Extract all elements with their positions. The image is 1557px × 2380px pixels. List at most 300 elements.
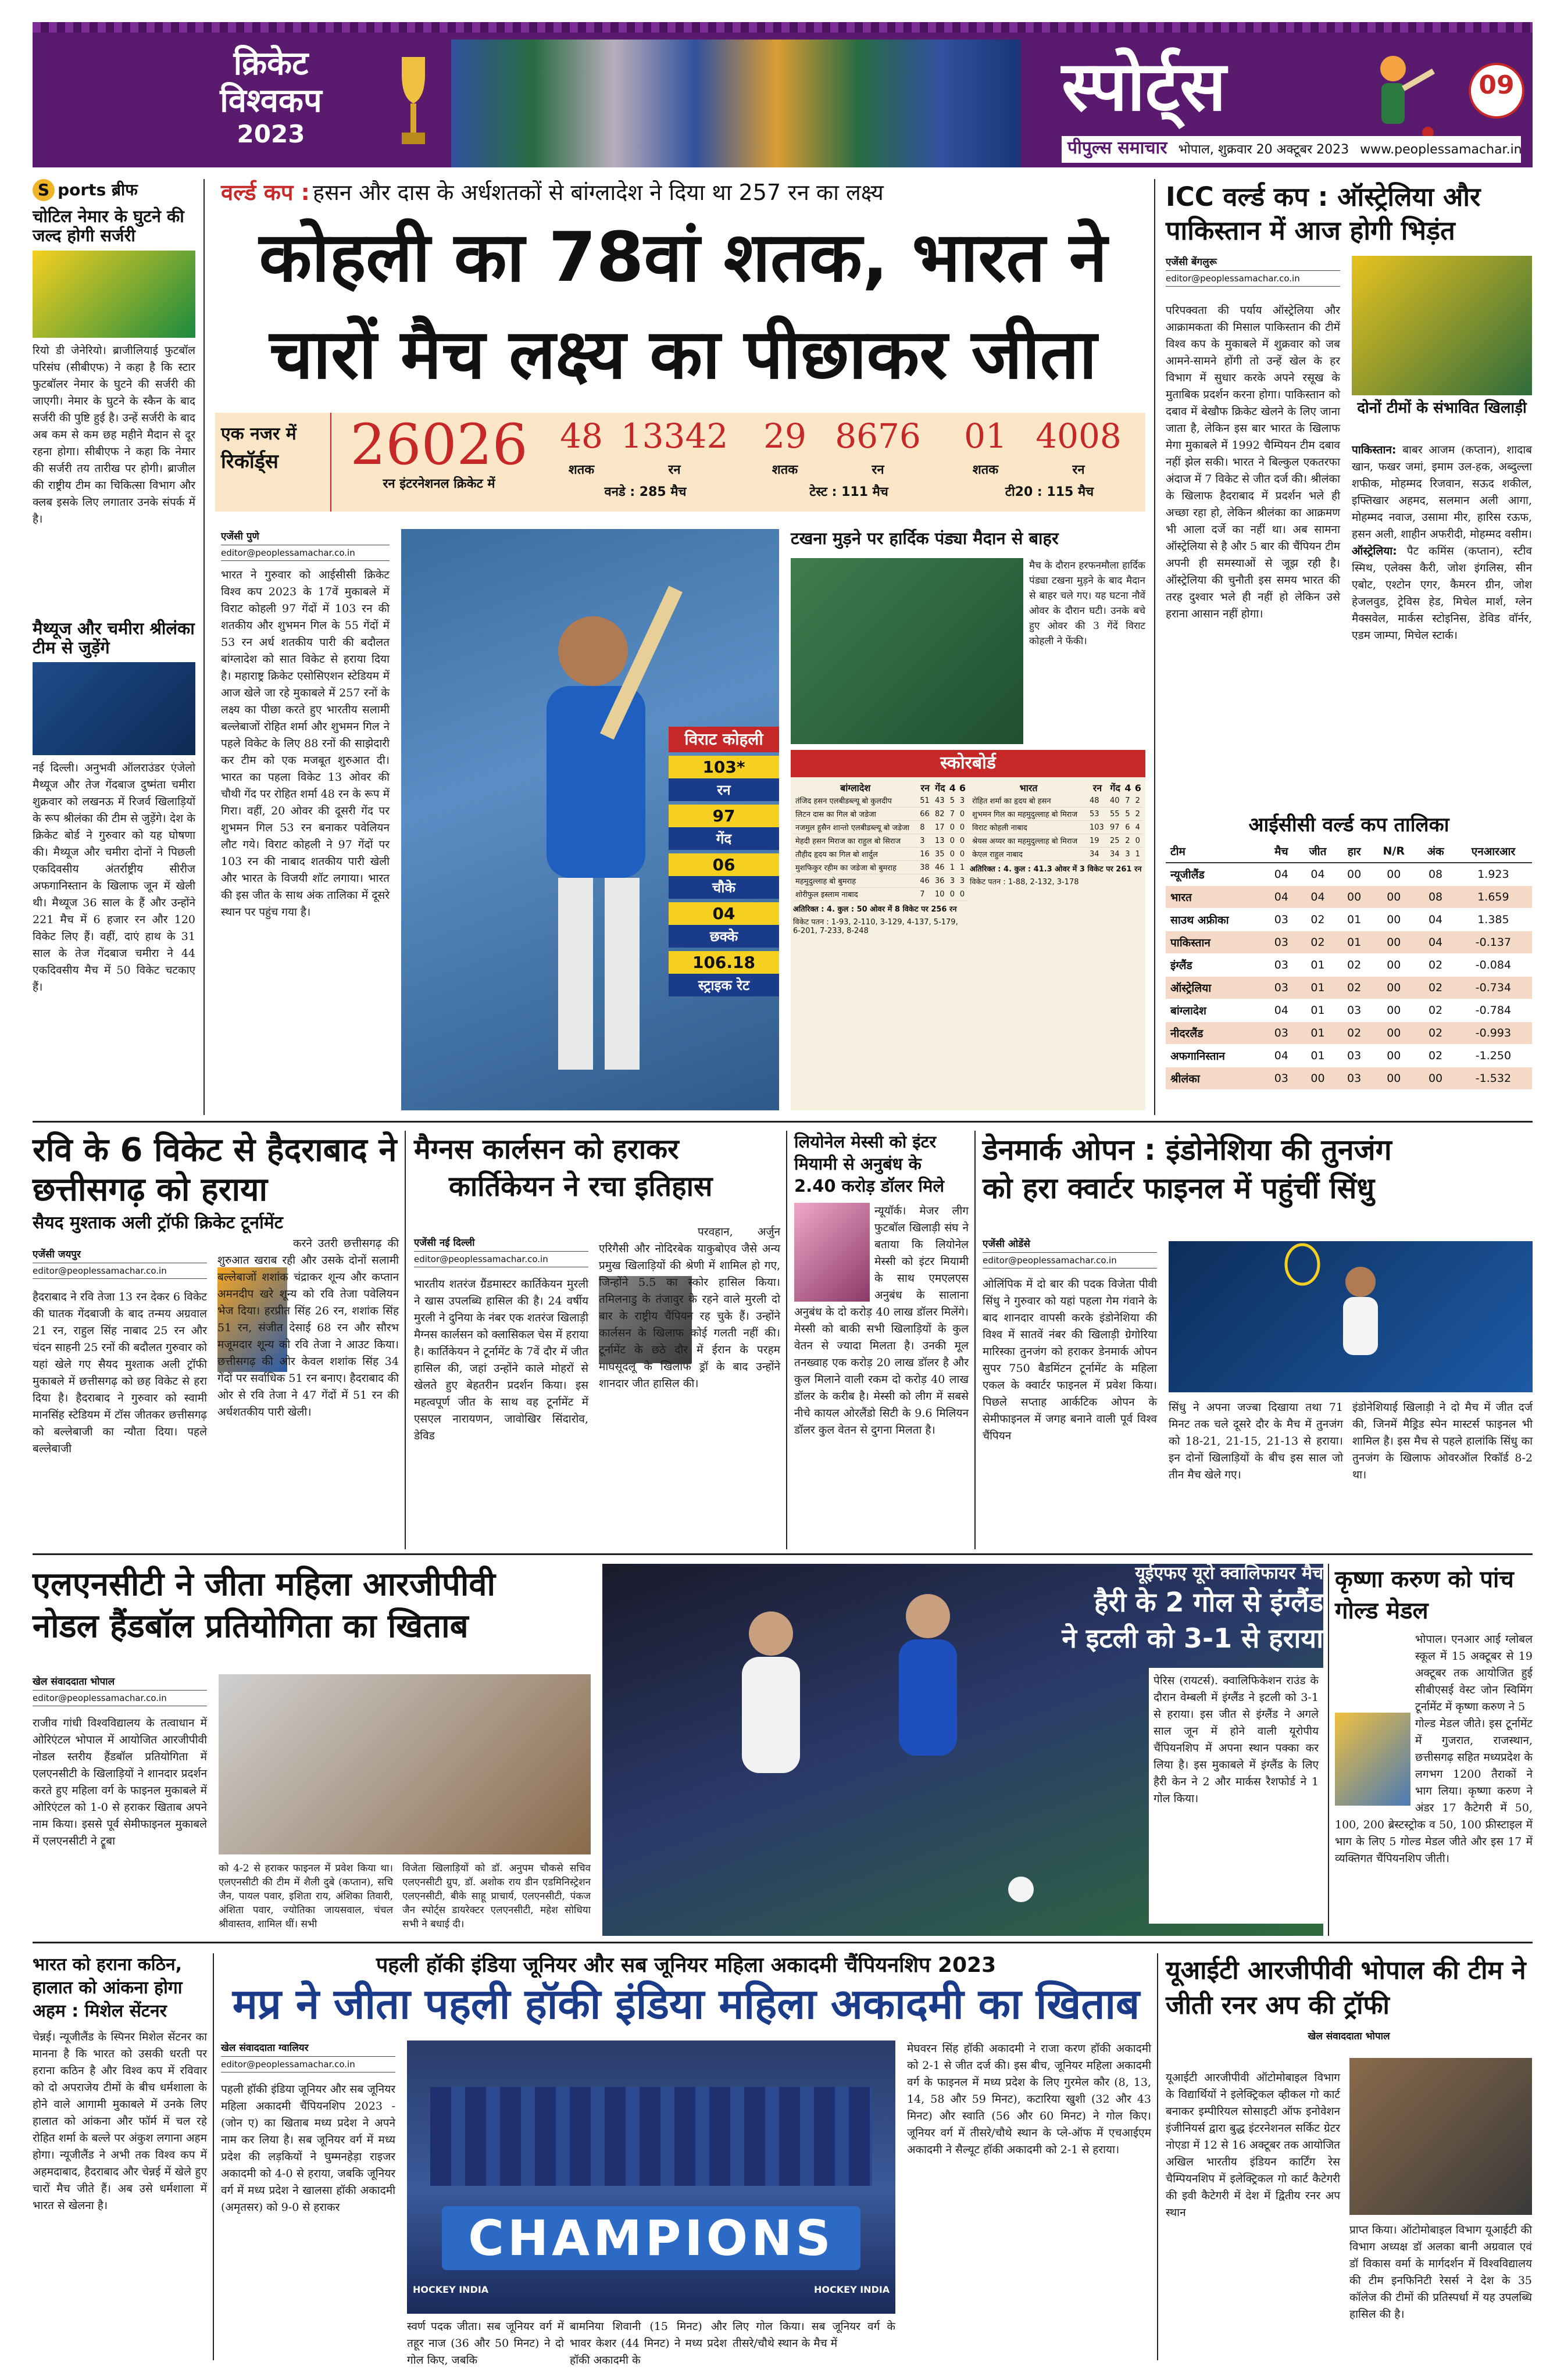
badge-line1: क्रिकेट	[233, 45, 309, 83]
table-cell: 04	[1265, 886, 1298, 909]
column-header: एनआरआर	[1455, 840, 1532, 863]
hockey-body3-tail: लिए गोल किया। सब जूनियर वर्ग के तीसरे/चौथे स्थान के मैच में	[733, 2320, 895, 2350]
row-divider	[33, 1942, 1533, 1943]
kohli-stat	[669, 902, 779, 948]
bangladesh-total: अतिरिक्त : 4. कुल : 50 ओवर में 8 विकेट पर 256 रन	[793, 905, 957, 914]
table-cell: 3	[958, 874, 967, 888]
table-cell: 46	[917, 874, 933, 888]
brief-item1-body: रियो डी जेनेरियो। ब्राजीलियाई फुटबॉल परिसंघ (सीबीएफ) ने कहा है कि स्टार फुटबॉलर नेमार के घुटने की सर्जरी की जाएगी। नेमार के घुटने के स्कैन के बाद सर्जरी की पुष्टि हुई है। उन्हें सर्जरी के बाद अब कम से कम छह महीने मैदान से दूर रहना होगा। सीबीएफ ने कहा कि नेमार की सर्जरी तय तारीख पर होगी। ब्राजील की राष्ट्रीय टीम का चिकित्सा विभाग और क्लब इसके लिए लगातार उनके संपर्क में है।	[33, 344, 195, 526]
records-label-line2: रिकॉर्ड्स	[221, 449, 278, 473]
table-cell: 04	[1416, 909, 1455, 931]
table-cell: 0	[948, 848, 958, 861]
website: www.peoplessamachar.in	[1360, 142, 1522, 157]
table-cell: 34	[1087, 848, 1108, 861]
table-cell: 04	[1298, 863, 1337, 886]
india-total: अतिरिक्त : 4. कुल : 41.3 ओवर में 3 विकेट पर 261 रन	[970, 865, 1142, 874]
points-table-row	[1166, 999, 1532, 1022]
table-cell: 43	[933, 794, 948, 807]
hockey-story	[221, 1953, 1151, 2367]
table-cell: -0.137	[1455, 931, 1532, 954]
table-cell: 01	[1298, 977, 1337, 999]
india-fow: विकेट पतन : 1-88, 2-132, 3-178	[970, 878, 1079, 887]
table-cell: 40	[1108, 794, 1123, 807]
table-cell: 00	[1371, 886, 1416, 909]
table-cell: नजमुल हुसैन शान्तो एलबीडब्ल्यू बो जडेजा	[793, 821, 917, 834]
table-cell: -0.734	[1455, 977, 1532, 999]
kripa-body2: गोल्ड मेडल जीते। इस टूर्नामेंट में गुजरात, राजस्थान, छत्तीसगढ़ सहित मध्यप्रदेश के लगभग 1200 तैराकों ने भाग लिया। कृष्णा करुण ने अंडर 17 कैटेगरी में 50, 100, 200 ब्रेस्टस्ट्रोक व 50, 100 फ्रीस्टाइल में भाग के लिए 5 गोल्ड मेडल जीते और इस 17 में व्यक्तिगत चैंपियनशिप जीती।	[1335, 1717, 1533, 1865]
scorecard-bangladesh	[793, 781, 967, 935]
masthead	[33, 22, 1533, 167]
stat-odi-runs-label: रन	[668, 463, 681, 477]
aus-pak-byline-block	[1166, 255, 1340, 287]
points-table-row	[1166, 977, 1532, 999]
table-header-row	[1166, 840, 1532, 863]
hockey-body2-tail: बामनिया शिवानी (15 मिनट) और भावर केशर (44 मिनट) ने मध्य प्रदेश हॉकी अकादमी के	[570, 2320, 727, 2367]
table-cell: 02	[1416, 977, 1455, 999]
scorecard-row	[970, 807, 1143, 821]
table-cell: -1.532	[1455, 1067, 1532, 1090]
handball-body1: राजीव गांधी विश्वविद्यालय के तत्वाधान में ओरिएंटल भोपाल में आयोजित आरजीपीवी नोडल स्तरीय हैंडबॉल प्रतियोगिता में एलएनसीटी के खिलाड़ियों ने शानदार प्रदर्शन करते हुए महिला वर्ग के फाइनल मुकाबले में ओरिएंटल को 1-0 से हराकर खिताब अपने नाम किया। इससे पूर्व सेमीफाइनल मुकाबले में एलएनसीटी ने ट्रूबा	[33, 1717, 207, 1847]
table-cell: 66	[917, 807, 933, 821]
table-header-row	[970, 781, 1143, 794]
table-cell: पाकिस्तान	[1166, 931, 1265, 954]
sindhu-body3: इंडोनेशियाई खिलाड़ी ने दो मैच में जीत दर्ज की, जिनमें मैड्रिड स्पेन मास्टर्स फाइनल भी शामिल है। इस मैच से पहले हालांकि सिंधु का तुनजंग के खिलाफ ओवरऑल रिकॉर्ड 8-2 था।	[1352, 1401, 1533, 1481]
messi-photo	[794, 1203, 870, 1302]
divider	[974, 1131, 976, 1549]
table-cell: 01	[1298, 954, 1337, 977]
england-headline-line2: ने इटली को 3-1 से हराया	[1062, 1622, 1323, 1654]
table-cell: 03	[1337, 1045, 1371, 1067]
table-cell: 5	[948, 794, 958, 807]
table-cell: 00	[1371, 909, 1416, 931]
brief-item2-headline: मैथ्यूज और चमीरा श्रीलंका टीम से जुड़ेंगे	[33, 618, 195, 658]
sindhu-byline: एजेंसी ओडेंसे	[983, 1238, 1030, 1250]
hyderabad-headline: रवि के 6 विकेट से हैदराबाद ने छत्तीसगढ़ को हराया	[33, 1131, 397, 1209]
scorecard-row	[970, 794, 1143, 807]
table-cell: 1.923	[1455, 863, 1532, 886]
table-cell: 02	[1337, 977, 1371, 999]
kohli-stat	[669, 853, 779, 899]
table-cell: 3	[917, 834, 933, 848]
paper-name: पीपुल्स समाचार	[1067, 138, 1167, 158]
divider	[1157, 1953, 1158, 2360]
table-cell: 03	[1265, 909, 1298, 931]
champions-text: CHAMPIONS	[468, 2210, 834, 2267]
stat-odi-centuries: 48	[560, 416, 603, 456]
kohli-stat-value: 04	[669, 902, 779, 925]
table-cell: 08	[1416, 863, 1455, 886]
points-table-row	[1166, 886, 1532, 909]
table-cell: 53	[1087, 807, 1108, 821]
column-header: गेंद	[1110, 782, 1120, 794]
stat-test-centuries: 29	[763, 416, 806, 456]
masthead-band	[33, 22, 1533, 33]
table-cell: 3	[958, 794, 967, 807]
points-table-row	[1166, 931, 1532, 954]
table-cell: 1	[958, 861, 967, 874]
santner-headline: भारत को हराना कठिन, हालात को आंकना होगा अहम : मिशेल सेंटनर	[33, 1954, 183, 2021]
column-header: 4	[949, 782, 956, 794]
aus-team-photo	[1352, 256, 1532, 395]
page-number-badge	[1469, 63, 1524, 119]
kohli-stat-label: छक्के	[669, 925, 779, 948]
table-cell: 48	[1087, 794, 1108, 807]
kohli-stat	[669, 951, 779, 996]
messi-body: न्यूयॉर्क। मेजर लीग फुटबॉल खिलाड़ी संघ ने बताया कि लियोनेल मेस्सी को इंटर मियामी के साथ एमएलएस अनुबंध के सालाना अनुबंध के दो करोड़ 40 लाख डॉलर मिलेंगे। मेस्सी को बाकी सभी खिलाड़ियों के कुल वेतन से ज्यादा मिलता है। उनकी मूल तनख्वाह एक करोड़ 20 लाख डॉलर है और कुल मिलाने वाली रकम दो करोड़ 40 लाख डॉलर के करीब है। मेस्सी को लीग में सबसे नीचे कायल ओरलैंडो सिटी के 9.6 मिलियन डॉलर कुल वेतन से दुगना मिलता है।	[794, 1205, 969, 1436]
sindhu-byline-block	[983, 1237, 1157, 1268]
table-cell: 02	[1337, 954, 1371, 977]
table-cell: 01	[1298, 1022, 1337, 1045]
hockey-email: editor@peoplessamachar.co.in	[221, 2056, 395, 2072]
column-header: अंक	[1416, 840, 1455, 863]
table-cell: 7	[1123, 794, 1133, 807]
table-cell: 10	[933, 888, 948, 901]
table-cell: 1	[1133, 848, 1143, 861]
stat-t20-centuries: 01	[964, 416, 1007, 456]
table-cell: 01	[1298, 1045, 1337, 1067]
bangladesh-fow: विकेट पतन : 1-93, 2-110, 3-129, 4-137, 5-179, 6-201, 7-233, 8-248	[793, 918, 958, 935]
table-cell: 19	[1087, 834, 1108, 848]
points-table-row	[1166, 863, 1532, 886]
hyderabad-subhead: सैयद मुश्ताक अली ट्रॉफी क्रिकेट टूर्नामेंट	[33, 1213, 283, 1233]
column-header: हार	[1337, 840, 1371, 863]
table-cell: 00	[1298, 1067, 1337, 1090]
aus-pak-headline: ICC वर्ल्ड कप : ऑस्ट्रेलिया और पाकिस्तान में आज होगी भिड़ंत	[1166, 181, 1481, 246]
uit-body1: यूआईटी आरजीपीवी ऑटोमोबाइल विभाग के विद्यार्थियों ने इलेक्ट्रिकल व्हीकल गो कार्ट बनाकर इम्पीरियल सोसाइटी ऑफ इनोवेशन इंजीनियर्स द्वारा बुद्ध इंटरनेशनल सर्किट ग्रेटर नोएडा में 12 से 16 अक्टूबर तक आयोजित अखिल भारतीय इंडियन कार्टिंग रेस चैम्पियनशिप में इलेक्ट्रिकल गो कार्ट कैटेगरी की इवी कैटेगरी में देश में द्वितीय रनर अप स्थान	[1166, 2071, 1340, 2219]
table-cell: 01	[1337, 909, 1371, 931]
table-cell: 00	[1416, 1067, 1455, 1090]
kripa-photo	[1335, 1713, 1410, 1806]
table-cell: 04	[1298, 886, 1337, 909]
scorecard-row	[970, 834, 1143, 848]
table-cell: 0	[1133, 834, 1143, 848]
handball-email: editor@peoplessamachar.co.in	[33, 1690, 207, 1706]
table-cell: 03	[1265, 954, 1298, 977]
table-cell: रोहित शर्मा का हृदय बो हसन	[970, 794, 1087, 807]
players-lists	[1352, 442, 1532, 814]
scorecard-row	[793, 848, 967, 861]
divider	[405, 1131, 406, 1549]
hockey-team-row	[430, 2087, 872, 2186]
table-cell: 08	[1416, 886, 1455, 909]
hockey-india-logo-left: HOCKEY INDIA	[413, 2284, 489, 2295]
table-cell: 02	[1298, 909, 1337, 931]
table-cell: 7	[948, 807, 958, 821]
scorecard-row	[793, 888, 967, 901]
column-header: N/R	[1371, 840, 1416, 863]
scorecard-row	[793, 874, 967, 888]
stat-t20-runs-label: रन	[1072, 463, 1085, 477]
table-cell: 00	[1337, 863, 1371, 886]
column-header: जीत	[1298, 840, 1337, 863]
table-cell: 55	[1108, 807, 1123, 821]
carlsen-byline: एजेंसी नई दिल्ली	[414, 1237, 475, 1249]
players-photo-strip	[451, 40, 1021, 167]
hockey-kicker: पहली हॉकी इंडिया जूनियर और सब जूनियर महिला अकादमी चैंपियनशिप 2023	[376, 1953, 997, 1977]
brief-logo-s: S	[33, 179, 55, 201]
hyderabad-email: editor@peoplessamachar.co.in	[33, 1263, 207, 1279]
hardik-body: मैच के दौरान हरफनमौला हार्दिक पंड्या टखना मुड़ने के बाद मैदान से बाहर चले गए। यह घटना नौवें ओवर के दौरान घटी। उनके बचे हुए ओवर की 3 गेंदें विराट कोहली ने फेंकी।	[1029, 560, 1145, 647]
uit-team-photo	[1349, 2058, 1532, 2215]
carlsen-body1: भारतीय शतरंज ग्रैंडमास्टर कार्तिकेयन मुरली ने खास उपलब्धि हासिल की है। 24 वर्षीय मुरली ने दुनिया के नंबर एक शतरंज खिलाड़ी मैग्नस कार्लसन को क्लासिकल चेस में हराया है। कार्तिकेयन ने टूर्नामेंट के 7वें दौर में जीत हासिल की, जहां उन्होंने काले मोहरों से खेलते हुए बेहतरीन प्रदर्शन किया। इस महत्वपूर्ण जीत के साथ वह टूर्नामेंट में एसएल नारायणन, जावोखिर सिंदारोव, डेविड	[414, 1278, 589, 1442]
table-cell: 01	[1298, 999, 1337, 1022]
table-cell: 00	[1371, 1067, 1416, 1090]
table-cell: भारत	[1166, 886, 1265, 909]
divider	[213, 1953, 214, 2360]
table-cell: 03	[1337, 999, 1371, 1022]
sindhu-body2: सिंधु ने अपना जज्बा दिखाया तथा 71 मिनट तक चले दूसरे दौर के मैच में तुनजंग को 18-21, 21-15, 21-13 से हराया। इन दोनों खिलाड़ियों के बीच इस साल जो तीन मैच खेले गए।	[1169, 1401, 1343, 1481]
table-cell: 1.659	[1455, 886, 1532, 909]
carlsen-story	[414, 1131, 780, 1549]
lead-byline: एजेंसी पुणे	[221, 531, 259, 542]
table-cell: 04	[1265, 999, 1298, 1022]
scorecard-row	[970, 821, 1143, 834]
kohli-stat	[669, 756, 779, 801]
records-stat-t20	[956, 413, 1142, 512]
column-header: भारत	[1019, 782, 1038, 794]
table-cell: 1	[948, 861, 958, 874]
table-cell: 0	[958, 888, 967, 901]
points-table-row	[1166, 1067, 1532, 1090]
sindhu-headline-line1: डेनमार्क ओपन : इंडोनेशिया की तुनजंग	[983, 1133, 1392, 1167]
table-cell: 0	[958, 834, 967, 848]
stat-odi-matches: वनडे : 285 मैच	[604, 485, 687, 499]
lead-body-column	[221, 529, 390, 1110]
hockey-body4: मेघवरन सिंह हॉकी अकादमी ने राजा करण हॉकी अकादमी को 2-1 से जीत दर्ज की। इस बीच, जूनियर महिला अकादमी वर्ग के फाइनल में मध्य प्रदेश के लिए गुरमेल कौर (8, 13, 14, 58 और 59 मिनट), कटारिया खुशी (32 और 43 मिनट) और स्वाति (56 और 60 मिनट) ने गोल किए। जूनियर वर्ग में तीसरे/चौथे स्थान के प्ले-ऑफ में एचआईएम अकादमी ने सैल्यूट हॉकी अकादमी को 2-1 से हराया।	[907, 2042, 1151, 2156]
table-cell: 4	[1133, 821, 1143, 834]
table-cell: 13	[933, 834, 948, 848]
column-header: 4	[1124, 782, 1131, 794]
table-cell: 103	[1087, 821, 1108, 834]
hyderabad-story	[33, 1131, 399, 1549]
hockey-body1-tail: स्वर्ण पदक जीता। सब जूनियर वर्ग में तहूर नाज (36 और 50 मिनट) ने दो गोल किए, जबकि	[407, 2320, 564, 2367]
kohli-stat-label: स्ट्राइक रेट	[669, 974, 779, 996]
table-cell: शोरीफुल इस्लाम नाबाद	[793, 888, 917, 901]
table-cell: 00	[1371, 954, 1416, 977]
points-table-row	[1166, 909, 1532, 931]
kripa-headline: कृष्णा करुण को पांच गोल्ड मेडल	[1335, 1566, 1514, 1624]
aus-players: पैट कमिंस (कप्तान), स्टीव स्मिथ, एलेक्स कैरी, जोश इंगलिस, सीन एबोट, एश्टोन एगर, कैमरन ग्रीन, जोश हेजलवुड, ट्रेविस हेड, मिचेल मार्श, ग्लेन मैक्सवेल, मार्कस स्टोइनिस, डेविड वॉर्नर, एडम जाम्पा, मिचेल स्टार्क।	[1352, 545, 1532, 642]
kohli-stats-list	[669, 756, 779, 996]
lead-body: भारत ने गुरुवार को आईसीसी क्रिकेट विश्व कप 2023 के 17वें मुकाबले में विराट कोहली 97 गेंदों में 103 रन की शतकीय और शुभमन गिल के 55 गेंदों में 53 रन अर्ध शतकीय पारी की बदौलत बांग्लादेश को सात विकेट से हराया दिया है। महाराष्ट्र क्रिकेट एसोसिएशन स्टेडियम में आज खेले जा रहे मुकाबले में 257 रनों के लक्ष्य का पीछा करते हुए भारतीय सलामी बल्लेबाजों रोहित शर्मा और शुभमन गिल ने पहले विकेट के लिए 88 रनों की साझेदारी कर टीम को एक मजबूत शुरुआत दी। भारत का पहला विकेट 13 ओवर की चौथी गेंद पर रोहित शर्मा 48 रन के रूप में गिरा। वहीं, 20 ओवर की दूसरी गेंद पर शुभमन गिल 53 रन बनाकर पवेलियन लौट गये। विराट कोहली ने 97 गेंदों पर 103 रन की नाबाद शतकीय पारी खेली और भारत के विजयी शॉट लगाया। भारत की इस जीत के साथ अंक तालिका में दूसरे स्थान पर पहुंच गया है।	[221, 569, 390, 919]
table-cell: 2	[1133, 807, 1143, 821]
points-table-row	[1166, 954, 1532, 977]
divider	[786, 1131, 787, 1549]
table-cell: इंग्लैंड	[1166, 954, 1265, 977]
table-cell: महमुदुल्लाह बो बुमराह	[793, 874, 917, 888]
table-cell: 03	[1265, 977, 1298, 999]
kohli-stat-value: 97	[669, 805, 779, 827]
table-cell: 00	[1371, 977, 1416, 999]
santner-body: चेन्नई। न्यूजीलैंड के स्पिनर मिशेल सेंटनर का मानना है कि भारत को उसकी धरती पर हराना कठिन है और विश्व कप में रविवार को दो अपराजेय टीमों के बीच धर्मशाला के होने वाले आगामी मुकाबले में उनके लिए हालात को आंकना और फॉर्म में चल रहे रोहित शर्मा के बल्ले पर अंकुश लगाना अहम होगा। न्यूजीलैंड ने अभी तक विश्व कप में अहमदाबाद, हैदराबाद और चेन्नई में खेले हुए चारों मैच जीते हैं। अब उसे धर्मशाला में भारत से खेलना है।	[33, 2031, 207, 2212]
table-cell: 04	[1416, 931, 1455, 954]
records-stat-odi	[552, 413, 738, 512]
column-header: मैच	[1265, 840, 1298, 863]
sports-brief-column	[33, 179, 195, 1115]
kohli-stat-value: 06	[669, 853, 779, 876]
table-cell: 25	[1108, 834, 1123, 848]
santner-story	[33, 1953, 207, 2360]
lead-headline-line1: कोहली का 78वां शतक, भारत ने	[259, 217, 1108, 297]
kohli-stat-label: रन	[669, 778, 779, 801]
hockey-body1: पहली हॉकी इंडिया जूनियर और सब जूनियर महिला अकादमी चैंपियनशिप 2023 - (जोन ए) का खिताब मध्य प्रदेश ने अपने नाम कर लिया है। सब जूनियर वर्ग में मध्य प्रदेश की लड़कियों ने घुम्मनहेड़ा राइजर अकादमी को 4-0 से हराया, जबकि जूनियर वर्ग में मध्य प्रदेश ने खालसा हॉकी अकादमी (अमृतसर) को 9-0 से हराकर	[221, 2083, 395, 2214]
table-cell: 0	[948, 888, 958, 901]
carlsen-body2: परवहान, अर्जुन एरिगैसी और नोदिरबेक याकुबोएव जैसे अन्य प्रमुख खिलाड़ियों की श्रेणी में शामिल हो गए, जिन्होंने 5.5 का स्कोर हासिल किया। तमिलनाडु के तंजावुर के रहने वाले मुरली दो बार के राष्ट्रीय चैंपियन रह चुके हैं। उन्होंने कार्लसन के खिलाफ कोई गलती नहीं की। टूर्नामेंट के छठे दौर में ईरान के परहम माघसूदलू के खिलाफ ड्रॉ के बाद उन्होंने शानदार जीत हासिल की।	[599, 1225, 780, 1390]
table-cell: शुभमन गिल का महमुदुल्लाह बो मिराज	[970, 807, 1087, 821]
kohli-stats-panel	[669, 727, 779, 1029]
table-cell: तौहीद हृदय का गिल बो शार्दुल	[793, 848, 917, 861]
table-cell: श्रेयस अय्यर का महमुदुल्लाह बो मिराज	[970, 834, 1087, 848]
column-header: गेंद	[935, 782, 945, 794]
divider	[203, 179, 205, 1115]
lead-kicker-text: हसन और दास के अर्धशतकों से बांग्लादेश ने दिया था 257 रन का लक्ष्य	[312, 180, 884, 205]
badge-line2: विश्वकप	[220, 82, 322, 120]
table-cell: 00	[1337, 886, 1371, 909]
records-stat-test	[756, 413, 942, 512]
aus-label: ऑस्ट्रेलिया:	[1352, 545, 1397, 558]
records-main	[337, 413, 541, 512]
brief-item2-photo	[33, 662, 195, 755]
table-cell: बांग्लादेश	[1166, 999, 1265, 1022]
scorecard-row	[793, 861, 967, 874]
column-header: 6	[959, 782, 966, 794]
table-cell: 35	[933, 848, 948, 861]
table-cell: 97	[1108, 821, 1123, 834]
table-cell: 00	[1371, 999, 1416, 1022]
hockey-headline: मप्र ने जीता पहली हॉकी इंडिया महिला अकादमी का खिताब	[232, 1979, 1140, 2029]
brief-logo-text: ports ब्रीफ	[58, 180, 138, 199]
column-header: टीम	[1166, 840, 1265, 863]
table-cell: 36	[933, 874, 948, 888]
column-header: बांग्लादेश	[840, 782, 871, 794]
sports-brief-logo	[33, 179, 195, 205]
records-main-value: 26026	[350, 412, 528, 477]
table-header-row	[793, 781, 967, 794]
table-cell: 02	[1416, 999, 1455, 1022]
table-cell: साउथ अफ्रीका	[1166, 909, 1265, 931]
scorecard-row	[793, 821, 967, 834]
pak-players: बाबर आजम (कप्तान), शादाब खान, फखर जमां, इमाम उल-हक, अब्दुल्ला शफीक, मोहम्मद रिजवान, सऊद शकील, इफ्तिखार अहमद, सलमान अली आगा, मोहम्मद नवाज, उसामा मीर, हारिस रऊफ, हसन अली, शाहीन अफरीदी, मोहम्मद वसीम।	[1352, 444, 1532, 541]
table-cell: मेहदी हसन मिराज का राहुल बो सिराज	[793, 834, 917, 848]
scorecard-india	[970, 781, 1143, 887]
points-table-row	[1166, 1022, 1532, 1045]
table-cell: 38	[917, 861, 933, 874]
table-cell: 2	[1123, 834, 1133, 848]
table-cell: 02	[1416, 1022, 1455, 1045]
stat-odi-runs: 13342	[620, 416, 728, 456]
table-cell: तंजिद हसन एलबीडब्ल्यू बो कुलदीप	[793, 794, 917, 807]
table-cell: 03	[1265, 931, 1298, 954]
aus-pak-byline: एजेंसी बेंगलुरू	[1166, 256, 1217, 268]
table-cell: 02	[1337, 1022, 1371, 1045]
records-label-line1: एक नजर में	[221, 424, 297, 444]
table-cell: न्यूजीलैंड	[1166, 863, 1265, 886]
table-cell: ऑस्ट्रेलिया	[1166, 977, 1265, 999]
table-cell: 0	[948, 834, 958, 848]
records-main-caption: रन इंटरनेशनल क्रिकेट में	[383, 477, 495, 491]
carlsen-headline-line1: मैग्नस कार्लसन को हराकर	[414, 1133, 679, 1166]
column-header: रन	[920, 782, 930, 794]
uit-body2: प्राप्त किया। ऑटोमोबाइल विभाग यूआईटी की विभाग अध्यक्ष डॉ अलका बानी अग्रवाल एवं डॉ विकास वर्मा के मार्गदर्शन में विश्वविद्यालय की टीम इनफिनिटी रेसर्स ने देश के 35 कॉलेज की टीमों की प्रतिस्पर्धा में यह उपलब्धि हासिल की है।	[1349, 2224, 1532, 2321]
table-cell: 01	[1337, 931, 1371, 954]
scorecard-row	[970, 848, 1143, 861]
stat-test-runs: 8676	[835, 416, 921, 456]
champions-banner	[442, 2206, 860, 2270]
records-label	[215, 413, 331, 512]
table-cell: -1.250	[1455, 1045, 1532, 1067]
table-cell: 6	[1123, 821, 1133, 834]
table-cell: 5	[1123, 807, 1133, 821]
uit-story	[1166, 1953, 1532, 2360]
sindhu-photo	[1169, 1241, 1533, 1392]
handball-body2: को 4-2 से हराकर फाइनल में प्रवेश किया था। एलएनसीटी की टीम में शैली दुबे (कप्तान), सचि जैन, पायल पवार, इशिता राय, अंशिका तिवारी, अंशिता पवार, ज्योतिका जायसवाल, चंचल श्रीवास्तव, शामिल थीं। सभी	[219, 1863, 393, 1930]
handball-byline: खेल संवाददाता भोपाल	[33, 1676, 115, 1688]
scorecard-row	[793, 807, 967, 821]
aus-pak-body: परिपक्वता की पर्याय ऑस्ट्रेलिया और आक्रामकता की मिसाल पाकिस्तान की टीमें विश्व कप के मुकाबले में शुक्रवार को जब आमने-सामने होंगी तो उन्हें खेल के हर विभाग में सुधार करके अपने रसूख के मुताबिक प्रदर्शन करना होगा। पाकिस्तान को दबाव में बेखौफ क्रिकेट खेलने के लिए जाना जाता है, लेकिन इस बार भारत के खिलाफ मेगा मुकाबले में 1992 चैम्पियन टीम दबाव नहीं झेल सकी। भारत ने बिल्कुल एकतरफा अंदाज में 7 विकेट से जीत दर्ज की। श्रीलंका के खिलाफ हैदराबाद में प्रदर्शन भले ही अच्छा रहा हो, लेकिन श्रीलंका का आक्रमण भी आला दर्जे का नहीं था। अब सामना ऑस्ट्रेलिया से है और 5 बार की चैंपियन टीम अपनी ही समस्याओं से जूझ रही है। ऑस्ट्रेलिया की चुनौती इस समय भारत की तरह दुश्वार भले ही नहीं हो लेकिन उसे हराना आसान नहीं होगा।	[1166, 304, 1340, 620]
brief-item1-headline: चोटिल नेमार के घुटने की जल्द होगी सर्जरी	[33, 206, 184, 246]
lead-kicker	[221, 180, 1145, 209]
points-table	[1166, 840, 1532, 1090]
sindhu-email: editor@peoplessamachar.co.in	[983, 1252, 1157, 1268]
worldcup-badge	[160, 45, 381, 162]
uit-byline: खेल संवाददाता भोपाल	[1308, 2031, 1390, 2042]
table-cell: 2	[1133, 794, 1143, 807]
section-title: स्पोर्ट्स	[1062, 46, 1226, 126]
badge-year: 2023	[237, 120, 305, 148]
kohli-stat-label: चौके	[669, 876, 779, 899]
table-cell: 3	[948, 874, 958, 888]
carlsen-headline-line2: कार्तिकेयन ने रचा इतिहास	[449, 1170, 713, 1203]
handball-headline-line2: नोडल हैंडबॉल प्रतियोगिता का खिताब	[33, 1607, 469, 1645]
handball-story	[33, 1564, 591, 1936]
brief-item1-photo	[33, 251, 195, 338]
row-divider	[33, 1553, 1533, 1555]
table-cell: 02	[1298, 931, 1337, 954]
lead-kicker-label: वर्ल्ड कप :	[221, 180, 310, 205]
table-cell: 03	[1265, 1022, 1298, 1045]
scorecard	[791, 750, 1145, 1110]
sindhu-story	[983, 1131, 1533, 1549]
hyderabad-body1: हैदराबाद ने रवि तेजा 13 रन देकर 6 विकेट की घातक गेंदबाजी के बाद तन्मय अग्रवाल 21 रन, राहुल सिंह नाबाद 25 रन और चंदन साहनी 25 रनों की बदौलत गुरुवार को यहां खेले गए सैयद मुश्ताक अली ट्रॉफी मुकाबले में छत्तीसगढ़ को छह विकेट से हरा दिया है। हैदराबाद ने गुरुवार को स्वामी मानसिंह स्टेडियम में टॉस जीतकर छत्तीसगढ़ को बल्लेबाजी का न्यौता दिया। पहले बल्लेबाजी	[33, 1291, 207, 1455]
table-cell: 0	[958, 807, 967, 821]
sindhu-body1: ओलिंपिक में दो बार की पदक विजेता पीवी सिंधु ने गुरुवार को यहां पहला गेम गंवाने के बाद शानदार वापसी करके इंडोनेशिया की विश्व में सातवें नंबर की खिलाड़ी ग्रेगोरिया मारिस्का तुनजंग को हराकर डेनमार्क ओपन सुपर 750 बैडमिंटन टूर्नामेंट के महिला एकल के क्वार्टर फाइनल में प्रवेश किया। पिछले सप्ताह आर्कटिक ओपन के सेमीफाइनल में जगह बनाने वाली पूर्व विश्व चैंपियन	[983, 1278, 1157, 1442]
carlsen-email: editor@peoplessamachar.co.in	[414, 1251, 588, 1267]
table-cell: 02	[1416, 954, 1455, 977]
table-cell: 7	[917, 888, 933, 901]
hockey-india-logo-right: HOCKEY INDIA	[814, 2284, 890, 2295]
dateline: भोपाल, शुक्रवार 20 अक्टूबर 2023	[1178, 142, 1349, 157]
table-cell: -0.993	[1455, 1022, 1532, 1045]
stat-odi-centuries-label: शतक	[568, 463, 595, 477]
england-kicker: यूईएफए यूरो क्वालिफायर मैच	[1135, 1563, 1323, 1584]
handball-byline-block	[33, 1674, 207, 1706]
hyderabad-byline-block	[33, 1247, 207, 1279]
england-body: पेरिस (रायटर्स). क्वालिफिकेशन राउंड के दौरान वेम्बली में इंग्लैंड ने इटली को 3-1 से हराया। इस जीत से इंग्लैंड ने अगले साल जून में होने वाली यूरोपीय चैंपियनशिप में अपना स्थान पक्का कर लिया है। इस मुकाबले में इंग्लैंड के लिए हैरी केन ने 2 और मार्कस रैशफोर्ड ने 1 गोल किया।	[1149, 1668, 1323, 1924]
table-cell: 51	[917, 794, 933, 807]
kohli-name-label: विराट कोहली	[669, 727, 779, 752]
table-cell: -0.084	[1455, 954, 1532, 977]
england-story	[1023, 1564, 1323, 1936]
kripa-body1: भोपाल। एनआर आई ग्लोबल स्कूल में 15 अक्टूबर से 19 अक्टूबर तक आयोजित हुई सीबीएसई वेस्ट जोन स्विमिंग टूर्नामेंट में कृष्णा करुण ने 5	[1415, 1633, 1533, 1713]
table-cell: नीदरलैंड	[1166, 1022, 1265, 1045]
hockey-byline-block	[221, 2040, 395, 2072]
hardik-headline: टखना मुड़ने पर हार्दिक पंड्या मैदान से बाहर	[791, 528, 1059, 548]
table-cell: 0	[948, 821, 958, 834]
brief-item2-body: नई दिल्ली। अनुभवी ऑलराउंडर एंजेलो मैथ्यूज और तेज गेंदबाज दुष्मंता चमीरा शुक्रवार को लखनऊ में रिजर्व खिलाड़ियों के रूप श्रीलंका की टीम से जुड़ेंगे। देश के क्रिकेट बोर्ड ने गुरुवार को यह घोषणा की। मैथ्यूज और चमीरा दोनों ने पिछली एकदिवसीय अंतर्राष्ट्रीय सीरीज अफगानिस्तान के खिलाफ जून में खेली थी। मैथ्यूज 36 साल के हैं और उन्होंने 221 मैच में 6 हजार रन और 120 विकेट लिए हैं। वहीं, दाएं हाथ के 31 साल के तेज गेंदबाज चमीरा ने 44 एकदिवसीय मैच में 50 विकेट चटकाए हैं।	[33, 762, 195, 994]
table-cell: मुशफिकुर रहीम का जडेजा बो बुमराह	[793, 861, 917, 874]
hyderabad-body2: करने उतरी छत्तीसगढ़ की शुरुआत खराब रही और उसके दोनों सलामी बल्लेबाजों शशांक चंद्राकर शून्य और कप्तान अमनदीप खरे शून्य को रवि तेजा पवेलियन भेज दिया। हरप्रीत सिंह 26 रन, शशांक सिंह 51 रन, संजीत देसाई 68 रन और सौरभ मजूमदार शून्य को रवि तेजा ने आउट किया। छत्तीसगढ़ की ओर केवल शशांक सिंह 34 गेंदों पर सर्वाधिक 51 रन बनाए। हैदराबाद की ओर से रवि तेजा ने 47 गेंदों में 51 रन की अर्धशतकीय पारी खेली।	[217, 1237, 399, 1418]
bangladesh-batting-table	[793, 781, 967, 901]
